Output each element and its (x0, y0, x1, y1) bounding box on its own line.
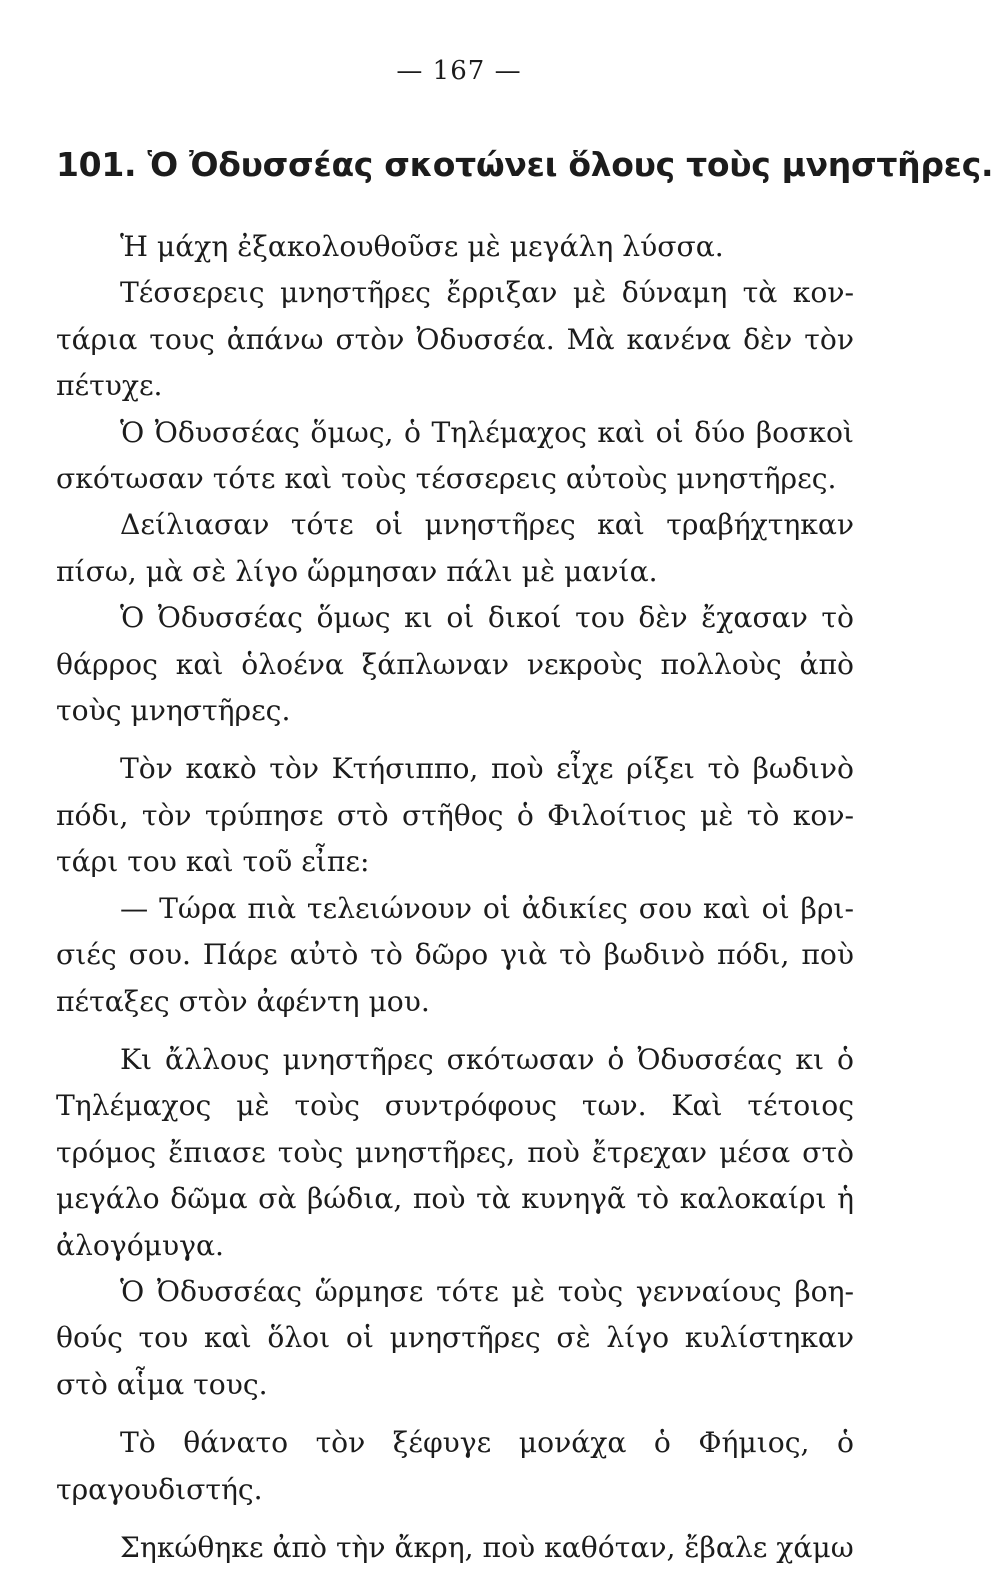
page-number: — 167 — (396, 56, 522, 86)
paragraph: Ὁ Ὀδυσσέας ὥρμησε τότε μὲ τοὺς γενναίους βοηθούς του καὶ ὅλοι οἱ μνηστῆρες σὲ λίγο κυλίστηκαν στὸ αἷμα τους. (56, 1274, 854, 1401)
paragraph: Τὸν κακὸ τὸν Κτήσιππο, ποὺ εἶχε ρίξει τὸ βωδινὸ πόδι, τὸν τρύπησε στὸ στῆθος ὁ Φιλοίτιος μὲ τὸ κοντάρι του καὶ τοῦ εἶπε: (56, 752, 854, 879)
paragraph: Τέσσερεις μνηστῆρες ἔρριξαν μὲ δύναμη τὰ κοντάρια τους ἀπάνω στὸν Ὀδυσσέα. Μὰ κανένα δὲν τὸν πέτυχε. (56, 276, 854, 403)
paragraph: Ὁ Ὀδυσσέας ὅμως κι οἱ δικοί του δὲν ἔχασαν τὸ θάρρος καὶ ὁλοένα ξάπλωναν νεκροὺς πολλοὺς ἀπὸ τοὺς μνηστῆρες. (56, 601, 854, 728)
paragraph: Κι ἄλλους μνηστῆρες σκότωσαν ὁ Ὀδυσσέας κι ὁ Τηλέμαχος μὲ τοὺς συντρόφους των. Καὶ τέτοιος τρόμος ἔπιασε τοὺς μνηστῆρες, ποὺ ἔτρεχαν μέσα στὸ μεγάλο δῶμα σὰ βώδια, ποὺ τὰ κυνηγᾶ τὸ καλοκαίρι ἡ ἀλογόμυγα. (56, 1042, 854, 1262)
paragraph: Δείλιασαν τότε οἱ μνηστῆρες καὶ τραβήχτηκαν πίσω, μὰ σὲ λίγο ὥρμησαν πάλι μὲ μανία. (56, 508, 854, 588)
paragraph: Ὁ Ὀδυσσέας ὅμως, ὁ Τηλέμαχος καὶ οἱ δύο βοσκοὶ σκότωσαν τότε καὶ τοὺς τέσσερεις αὐτοὺς μνηστῆρες. (56, 415, 854, 496)
chapter-title: 101. Ὁ Ὀδυσσέας σκοτώνει ὅλους τοὺς μνηστῆρες. (56, 145, 993, 184)
paragraph: Ἡ μάχη ἐξακολουθοῦσε μὲ μεγάλη λύσσα. (120, 230, 724, 263)
paragraph: Τὸ θάνατο τὸν ξέφυγε μονάχα ὁ Φήμιος, ὁ τραγουδιστής. (56, 1426, 854, 1506)
paragraph: Σηκώθηκε ἀπὸ τὴν ἄκρη, ποὺ καθόταν, ἔβαλε χάμω (120, 1530, 854, 1564)
body-text (56, 224, 854, 1571)
dialogue-paragraph: — Τώρα πιὰ τελειώνουν οἱ ἀδικίες σου καὶ οἱ βρισιές σου. Πάρε αὐτὸ τὸ δῶρο γιὰ τὸ βωδινὸ πόδι, ποὺ πέταξες στὸν ἀφέντη μου. (56, 891, 854, 1018)
